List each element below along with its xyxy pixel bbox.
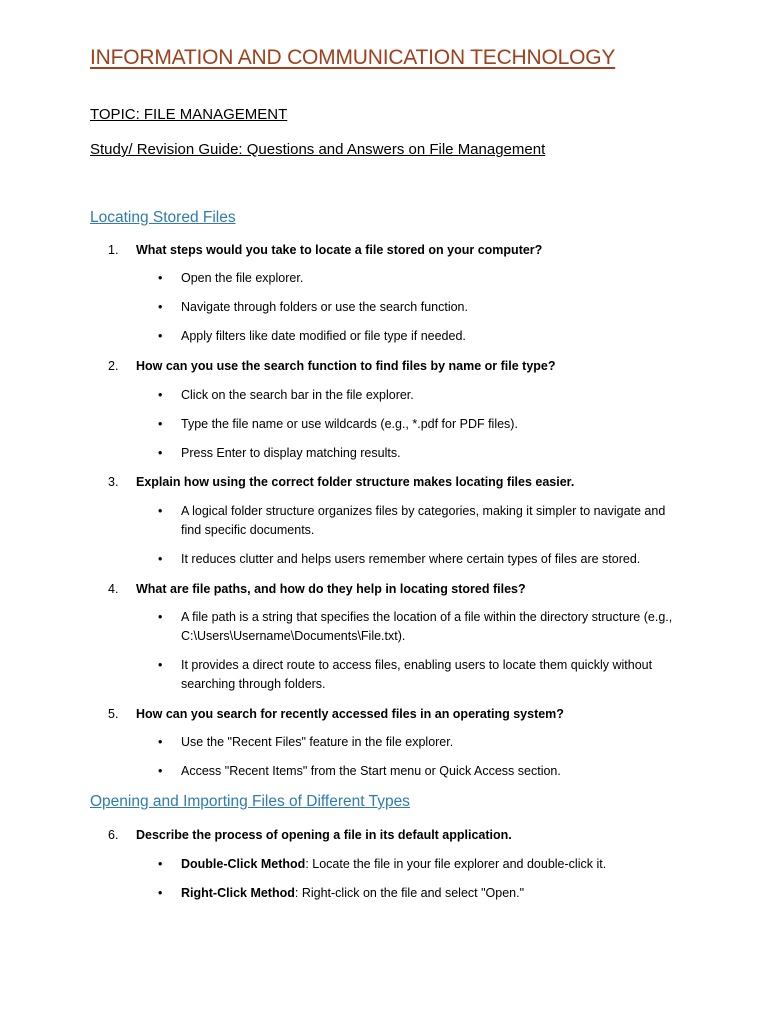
answer-text: A logical folder structure organizes files by categories, making it simpler to navigate and find specific documents. bbox=[181, 504, 666, 537]
question-number: 2. bbox=[108, 359, 119, 373]
list-item bbox=[158, 733, 678, 752]
bullet-icon: • bbox=[158, 886, 163, 900]
answer-text: It provides a direct route to access files, enabling users to locate them quickly without searching through folders. bbox=[181, 658, 653, 691]
question-5 bbox=[108, 705, 688, 723]
answer-text: Use the "Recent Files" feature in the file explorer. bbox=[181, 735, 454, 749]
question-number: 1. bbox=[108, 243, 119, 257]
guide-subtitle: Study/ Revision Guide: Questions and Answers on File Management bbox=[90, 141, 546, 158]
answer-label: Right-Click Method bbox=[181, 886, 295, 900]
question-1 bbox=[108, 241, 688, 259]
question-text: How can you use the search function to find files by name or file type? bbox=[136, 359, 556, 373]
bullet-icon: • bbox=[158, 658, 163, 672]
list-item bbox=[158, 327, 678, 346]
list-item bbox=[158, 608, 678, 646]
answer-text: Apply filters like date modified or file type if needed. bbox=[181, 329, 466, 343]
question-text: Explain how using the correct folder structure makes locating files easier. bbox=[136, 475, 575, 489]
question-text: What are file paths, and how do they help in locating stored files? bbox=[136, 582, 526, 596]
bullet-icon: • bbox=[158, 417, 163, 431]
list-item bbox=[158, 415, 678, 434]
answer-text: Navigate through folders or use the search function. bbox=[181, 300, 468, 314]
answer-text: A file path is a string that specifies the location of a file within the directory structure (e.g., C:\Users\Username\Documents\File.txt). bbox=[181, 610, 673, 643]
question-number: 6. bbox=[108, 828, 119, 842]
list-item bbox=[158, 298, 678, 317]
question-number: 3. bbox=[108, 475, 119, 489]
list-item bbox=[158, 656, 678, 694]
answer-text bbox=[158, 884, 678, 903]
question-text: What steps would you take to locate a file stored on your computer? bbox=[136, 243, 543, 257]
question-3 bbox=[108, 473, 688, 491]
question-text: How can you search for recently accessed files in an operating system? bbox=[136, 707, 564, 721]
list-item bbox=[158, 762, 678, 781]
bullet-icon: • bbox=[158, 300, 163, 314]
section-heading-locating: Locating Stored Files bbox=[90, 209, 236, 226]
question-4 bbox=[108, 580, 688, 598]
bullet-icon: • bbox=[158, 735, 163, 749]
bullet-icon: • bbox=[158, 271, 163, 285]
list-item bbox=[158, 855, 678, 874]
section-heading-opening: Opening and Importing Files of Different Types bbox=[90, 793, 410, 810]
topic-heading: TOPIC: FILE MANAGEMENT bbox=[90, 106, 288, 123]
answer-text: Press Enter to display matching results. bbox=[181, 446, 401, 460]
answer-text: Type the file name or use wildcards (e.g., *.pdf for PDF files). bbox=[181, 417, 518, 431]
document-title: INFORMATION AND COMMUNICATION TECHNOLOGY bbox=[90, 46, 616, 69]
bullet-icon: • bbox=[158, 446, 163, 460]
answer-text: Open the file explorer. bbox=[181, 271, 304, 285]
answer-text: Click on the search bar in the file explorer. bbox=[181, 388, 414, 402]
bullet-icon: • bbox=[158, 552, 163, 566]
answer-text: Access "Recent Items" from the Start menu or Quick Access section. bbox=[181, 764, 561, 778]
list-item bbox=[158, 884, 678, 903]
answer-detail: : Locate the file in your file explorer and double-click it. bbox=[305, 857, 607, 871]
bullet-icon: • bbox=[158, 504, 163, 518]
bullet-icon: • bbox=[158, 610, 163, 624]
question-number: 5. bbox=[108, 707, 119, 721]
list-item bbox=[158, 269, 678, 288]
bullet-icon: • bbox=[158, 764, 163, 778]
bullet-icon: • bbox=[158, 857, 163, 871]
question-6 bbox=[108, 826, 688, 844]
question-number: 4. bbox=[108, 582, 119, 596]
list-item bbox=[158, 444, 678, 463]
bullet-icon: • bbox=[158, 329, 163, 343]
answer-label: Double-Click Method bbox=[181, 857, 306, 871]
answer-detail: : Right-click on the file and select "Open." bbox=[294, 886, 525, 900]
list-item bbox=[158, 386, 678, 405]
list-item bbox=[158, 502, 678, 540]
question-text: Describe the process of opening a file in its default application. bbox=[136, 828, 512, 842]
answer-text bbox=[158, 855, 678, 874]
list-item bbox=[158, 550, 678, 569]
bullet-icon: • bbox=[158, 388, 163, 402]
answer-text: It reduces clutter and helps users remember where certain types of files are stored. bbox=[181, 552, 641, 566]
question-2 bbox=[108, 357, 688, 375]
